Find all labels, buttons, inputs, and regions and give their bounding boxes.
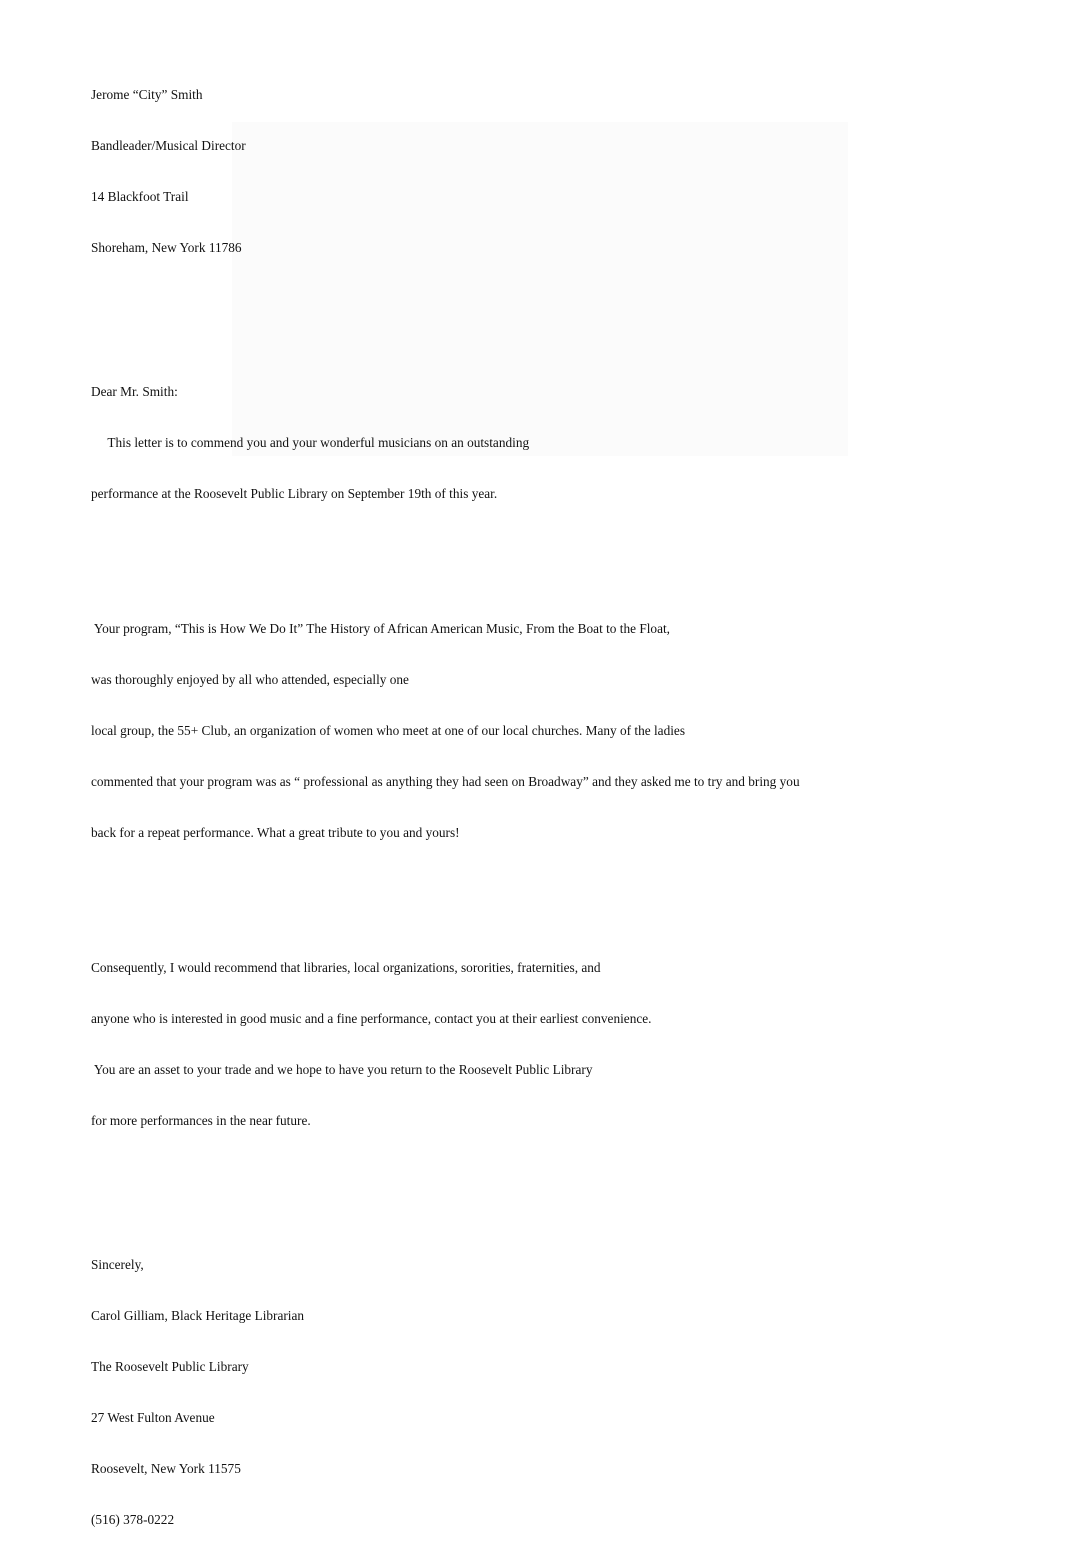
signer-street: 27 West Fulton Avenue	[91, 1410, 215, 1425]
sender-city-state-zip: Shoreham, New York 11786	[91, 240, 242, 255]
salutation: Dear Mr. Smith:	[91, 384, 178, 399]
paragraph2-line2: was thoroughly enjoyed by all who attended, especially one	[91, 672, 409, 687]
signer-city-state-zip: Roosevelt, New York 11575	[91, 1461, 241, 1476]
paragraph3-line3: You are an asset to your trade and we hope to have you return to the Roosevelt Public Library	[91, 1062, 593, 1077]
spacer	[91, 1180, 800, 1205]
paragraph2-line3: local group, the 55+ Club, an organization of women who meet at one of our local churches. Many of the ladies	[91, 723, 685, 738]
paragraph2-line1: Your program, “This is How We Do It” The History of African American Music, From the Boat to the Float,	[91, 621, 670, 636]
spacer	[91, 553, 800, 569]
signer-organization: The Roosevelt Public Library	[91, 1359, 249, 1374]
sender-title: Bandleader/Musical Director	[91, 138, 246, 153]
closing: Sincerely,	[91, 1257, 144, 1272]
paragraph2-line4: commented that your program was as “ professional as anything they had seen on Broadway” and they asked me to try and bring you	[91, 774, 800, 789]
paragraph2-line5: back for a repeat performance. What a great tribute to you and yours!	[91, 825, 460, 840]
sender-name: Jerome “City” Smith	[91, 87, 203, 102]
paragraph1-line1: This letter is to commend you and your wonderful musicians on an outstanding	[91, 435, 530, 450]
signer-phone: (516) 378-0222	[91, 1512, 175, 1527]
spacer	[91, 307, 800, 332]
spacer	[91, 892, 800, 908]
paragraph3-line2: anyone who is interested in good music and a fine performance, contact you at their earliest convenience.	[91, 1011, 652, 1026]
paragraph3-line4: for more performances in the near future.	[91, 1113, 311, 1128]
letter-body	[91, 52, 800, 1562]
sender-street: 14 Blackfoot Trail	[91, 189, 189, 204]
signer-name-title: Carol Gilliam, Black Heritage Librarian	[91, 1308, 305, 1323]
paragraph3-line1: Consequently, I would recommend that libraries, local organizations, sororities, fraternities, and	[91, 960, 601, 975]
paragraph1-line2: performance at the Roosevelt Public Library on September 19th of this year.	[91, 486, 498, 501]
